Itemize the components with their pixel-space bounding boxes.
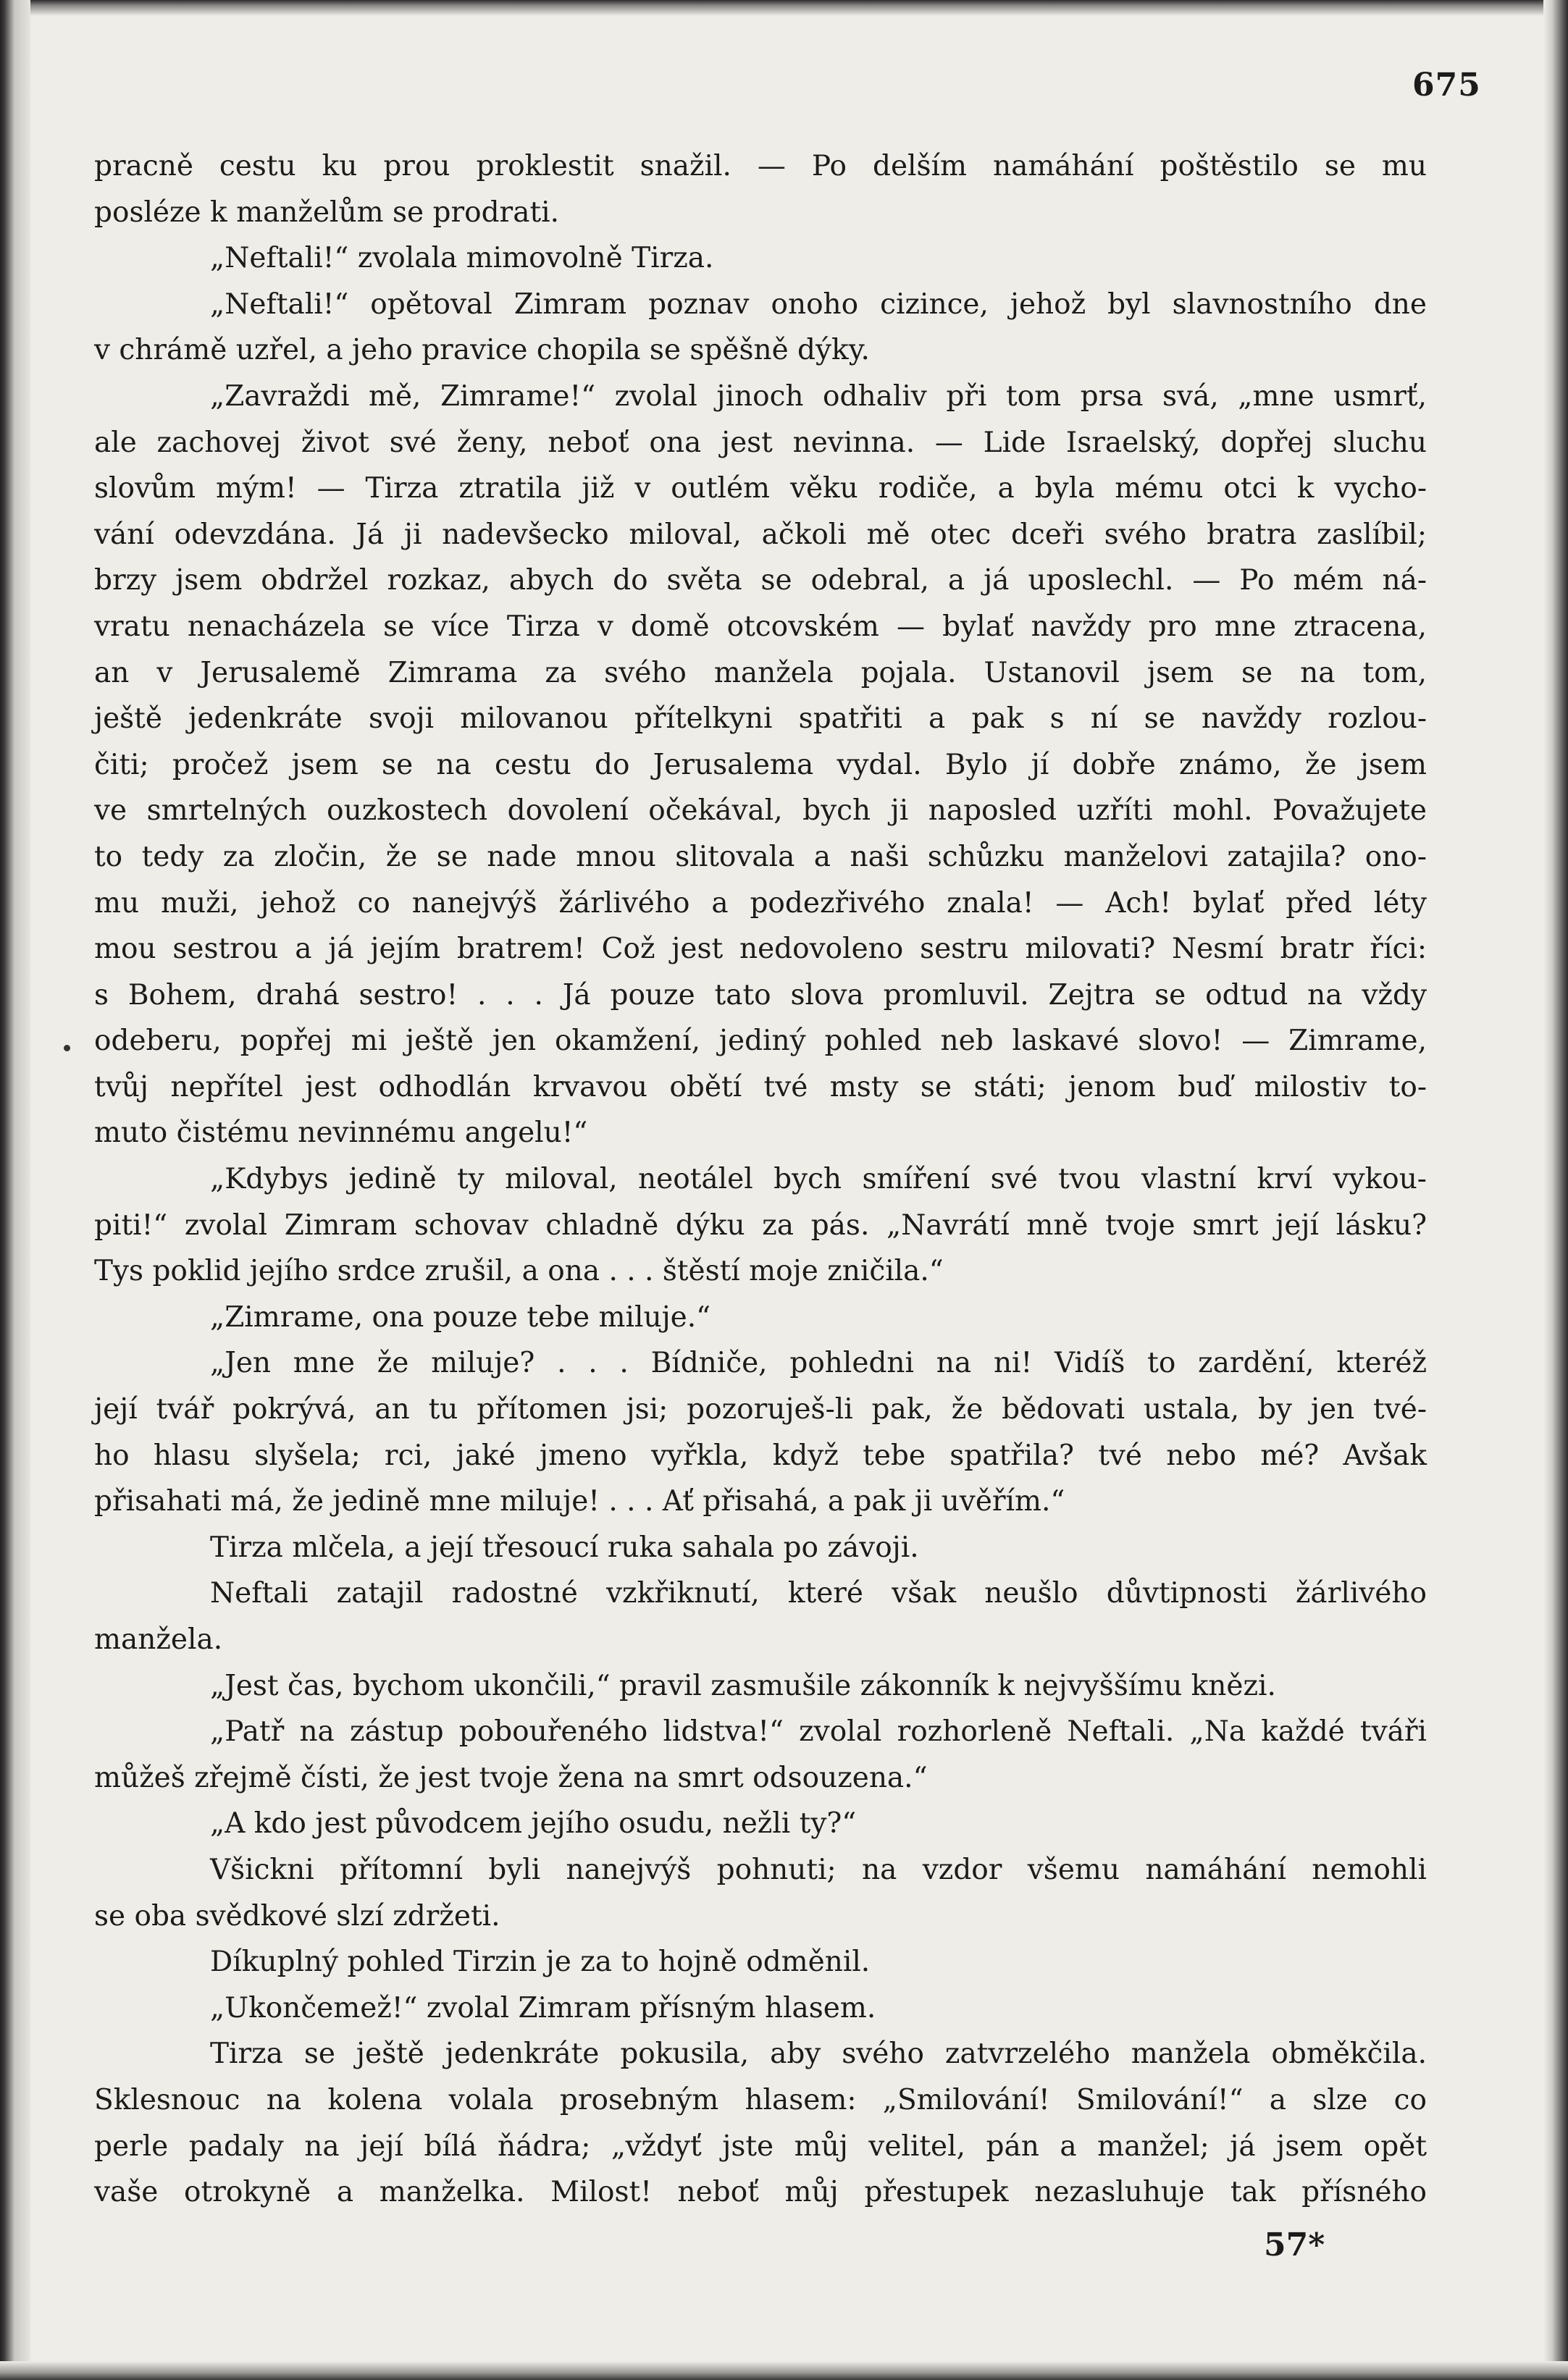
text-line: Tirza se ještě jedenkráte pokusila, aby svého zatvrzelého manžela obměkčila.	[210, 2038, 1427, 2071]
text-line: „Zavraždi mě, Zimrame!“ zvolal jinoch odhaliv při tom prsa svá, „mne usmrť,	[210, 379, 1427, 413]
text-line: „Jen mne že miluje? . . . Bídniče, pohledni na ni! Vidíš to zardění, kteréž	[210, 1347, 1427, 1380]
text-line: se oba svědkové slzí zdržeti.	[94, 1899, 500, 1933]
text-line: „Neftali!“ zvolala mimovolně Tirza.	[210, 242, 714, 275]
text-line: ale zachovej život své ženy, neboť ona jest nevinna. — Lide Israelský, dopřej sluchu	[94, 426, 1427, 459]
text-line: ještě jedenkráte svoji milovanou přítelkyni spatřiti a pak s ní se navždy rozlou-	[94, 702, 1427, 736]
text-line: přisahati má, že jedině mne miluje! . . . Ať přisahá, a pak ji uvěřím.“	[94, 1485, 1065, 1518]
text-line: „A kdo jest původcem jejího osudu, nežli ty?“	[210, 1807, 857, 1841]
page-edge-bottom	[0, 2361, 1568, 2380]
text-line: mu muži, jehož co nanejvýš žárlivého a podezřivého znala! — Ach! bylať před léty	[94, 886, 1427, 920]
text-line: piti!“ zvolal Zimram schovav chladně dýku za pás. „Navrátí mně tvoje smrt její lásku?	[94, 1208, 1427, 1242]
text-line: můžeš zřejmě čísti, že jest tvoje žena na smrt odsouzena.“	[94, 1761, 928, 1794]
page-edge-left	[0, 0, 30, 2380]
text-line: Díkuplný pohled Tirzin je za to hojně odměnil.	[210, 1946, 871, 1979]
page-edge-right	[1543, 0, 1568, 2380]
text-line: „Zimrame, ona pouze tebe miluje.“	[210, 1300, 711, 1334]
text-line: brzy jsem obdržel rozkaz, abych do světa se odebral, a já uposlechl. — Po mém ná-	[94, 564, 1427, 597]
text-line: vání odevzdána. Já ji nadevšecko miloval, ačkoli mě otec dceři svého bratra zaslíbil;	[94, 518, 1427, 551]
text-line: perle padaly na její bílá ňádra; „vždyť jste můj velitel, pán a manžel; já jsem opět	[94, 2129, 1427, 2163]
text-line: vratu nenacházela se více Tirza v domě otcovském — bylať navždy pro mne ztracena,	[94, 610, 1427, 643]
body-text	[94, 143, 1427, 2216]
margin-dot	[64, 1045, 70, 1051]
text-line: muto čistému nevinnému angelu!“	[94, 1117, 588, 1150]
text-line: „Patř na zástup pobouřeného lidstva!“ zvolal rozhorleně Neftali. „Na každé tváři	[210, 1715, 1427, 1749]
text-line: odeberu, popřej mi ještě jen okamžení, jediný pohled neb laskavé slovo! — Zimrame,	[94, 1025, 1427, 1058]
text-line: to tedy za zločin, že se nade mnou slitovala a naši schůzku manželovi zatajila? ono-	[94, 840, 1427, 873]
text-line: Sklesnouc na kolena volala prosebným hlasem: „Smilování! Smilování!“ a slze co	[94, 2083, 1427, 2116]
text-line: Všickni přítomní byli nanejvýš pohnuti; na vzdor všemu namáhání nemohli	[210, 1853, 1427, 1886]
text-line: „Ukončemež!“ zvolal Zimram přísným hlasem.	[210, 1991, 876, 2024]
text-line: Tys poklid jejího srdce zrušil, a ona . . . štěstí moje zničila.“	[94, 1255, 944, 1288]
text-line: „Neftali!“ opětoval Zimram poznav onoho cizince, jehož byl slavnostního dne	[210, 287, 1427, 321]
text-line: s Bohem, drahá sestro! . . . Já pouze tato slova promluvil. Zejtra se odtud na vždy	[94, 978, 1427, 1012]
text-line: Neftali zatajil radostné vzkřiknutí, které však neušlo důvtipnosti žárlivého	[210, 1577, 1427, 1610]
text-line: manžela.	[94, 1623, 223, 1656]
page-edge-top	[0, 0, 1568, 16]
text-line: posléze k manželům se prodrati.	[94, 195, 559, 229]
text-line: „Jest čas, bychom ukončili,“ pravil zasmušile zákonník k nejvyššímu knězi.	[210, 1669, 1276, 1702]
text-line: mou sestrou a já jejím bratrem! Což jest nedovoleno sestru milovati? Nesmí bratr říci:	[94, 933, 1427, 966]
text-line: pracně cestu ku prou proklestit snažil. — Po delším namáhání poštěstilo se mu	[94, 150, 1427, 182]
text-line: její tvář pokrývá, an tu přítomen jsi; pozoruješ-li pak, že bědovati ustala, by jen tvé-	[94, 1393, 1427, 1426]
text-line: čiti; pročež jsem se na cestu do Jerusalema vydal. Bylo jí dobře známo, že jsem	[94, 748, 1427, 781]
text-line: slovům mým! — Tirza ztratila již v outlém věku rodiče, a byla mému otci k vycho-	[94, 472, 1427, 505]
text-line: an v Jerusalemě Zimrama za svého manžela pojala. Ustanovil jsem se na tom,	[94, 656, 1427, 689]
text-line: tvůj nepřítel jest odhodlán krvavou obětí tvé msty se státi; jenom buď milostiv to-	[94, 1070, 1427, 1103]
page-number: 675	[1412, 67, 1481, 104]
text-line: „Kdybys jedině ty miloval, neotálel bych smíření své tvou vlastní krví vykou-	[210, 1163, 1427, 1196]
signature-mark: 57*	[1264, 2226, 1325, 2263]
text-line: vaše otrokyně a manželka. Milost! neboť můj přestupek nezasluhuje tak přísného	[94, 2176, 1427, 2209]
text-line: ho hlasu slyšela; rci, jaké jmeno vyřkla, když tebe spatřila? tvé nebo mé? Avšak	[94, 1439, 1427, 1472]
text-line: Tirza mlčela, a její třesoucí ruka sahala po závoji.	[210, 1531, 919, 1564]
text-line: ve smrtelných ouzkostech dovolení očekával, bych ji naposled uzříti mohl. Považujete	[94, 794, 1427, 828]
text-line: v chrámě uzřel, a jeho pravice chopila se spěšně dýky.	[94, 334, 870, 367]
